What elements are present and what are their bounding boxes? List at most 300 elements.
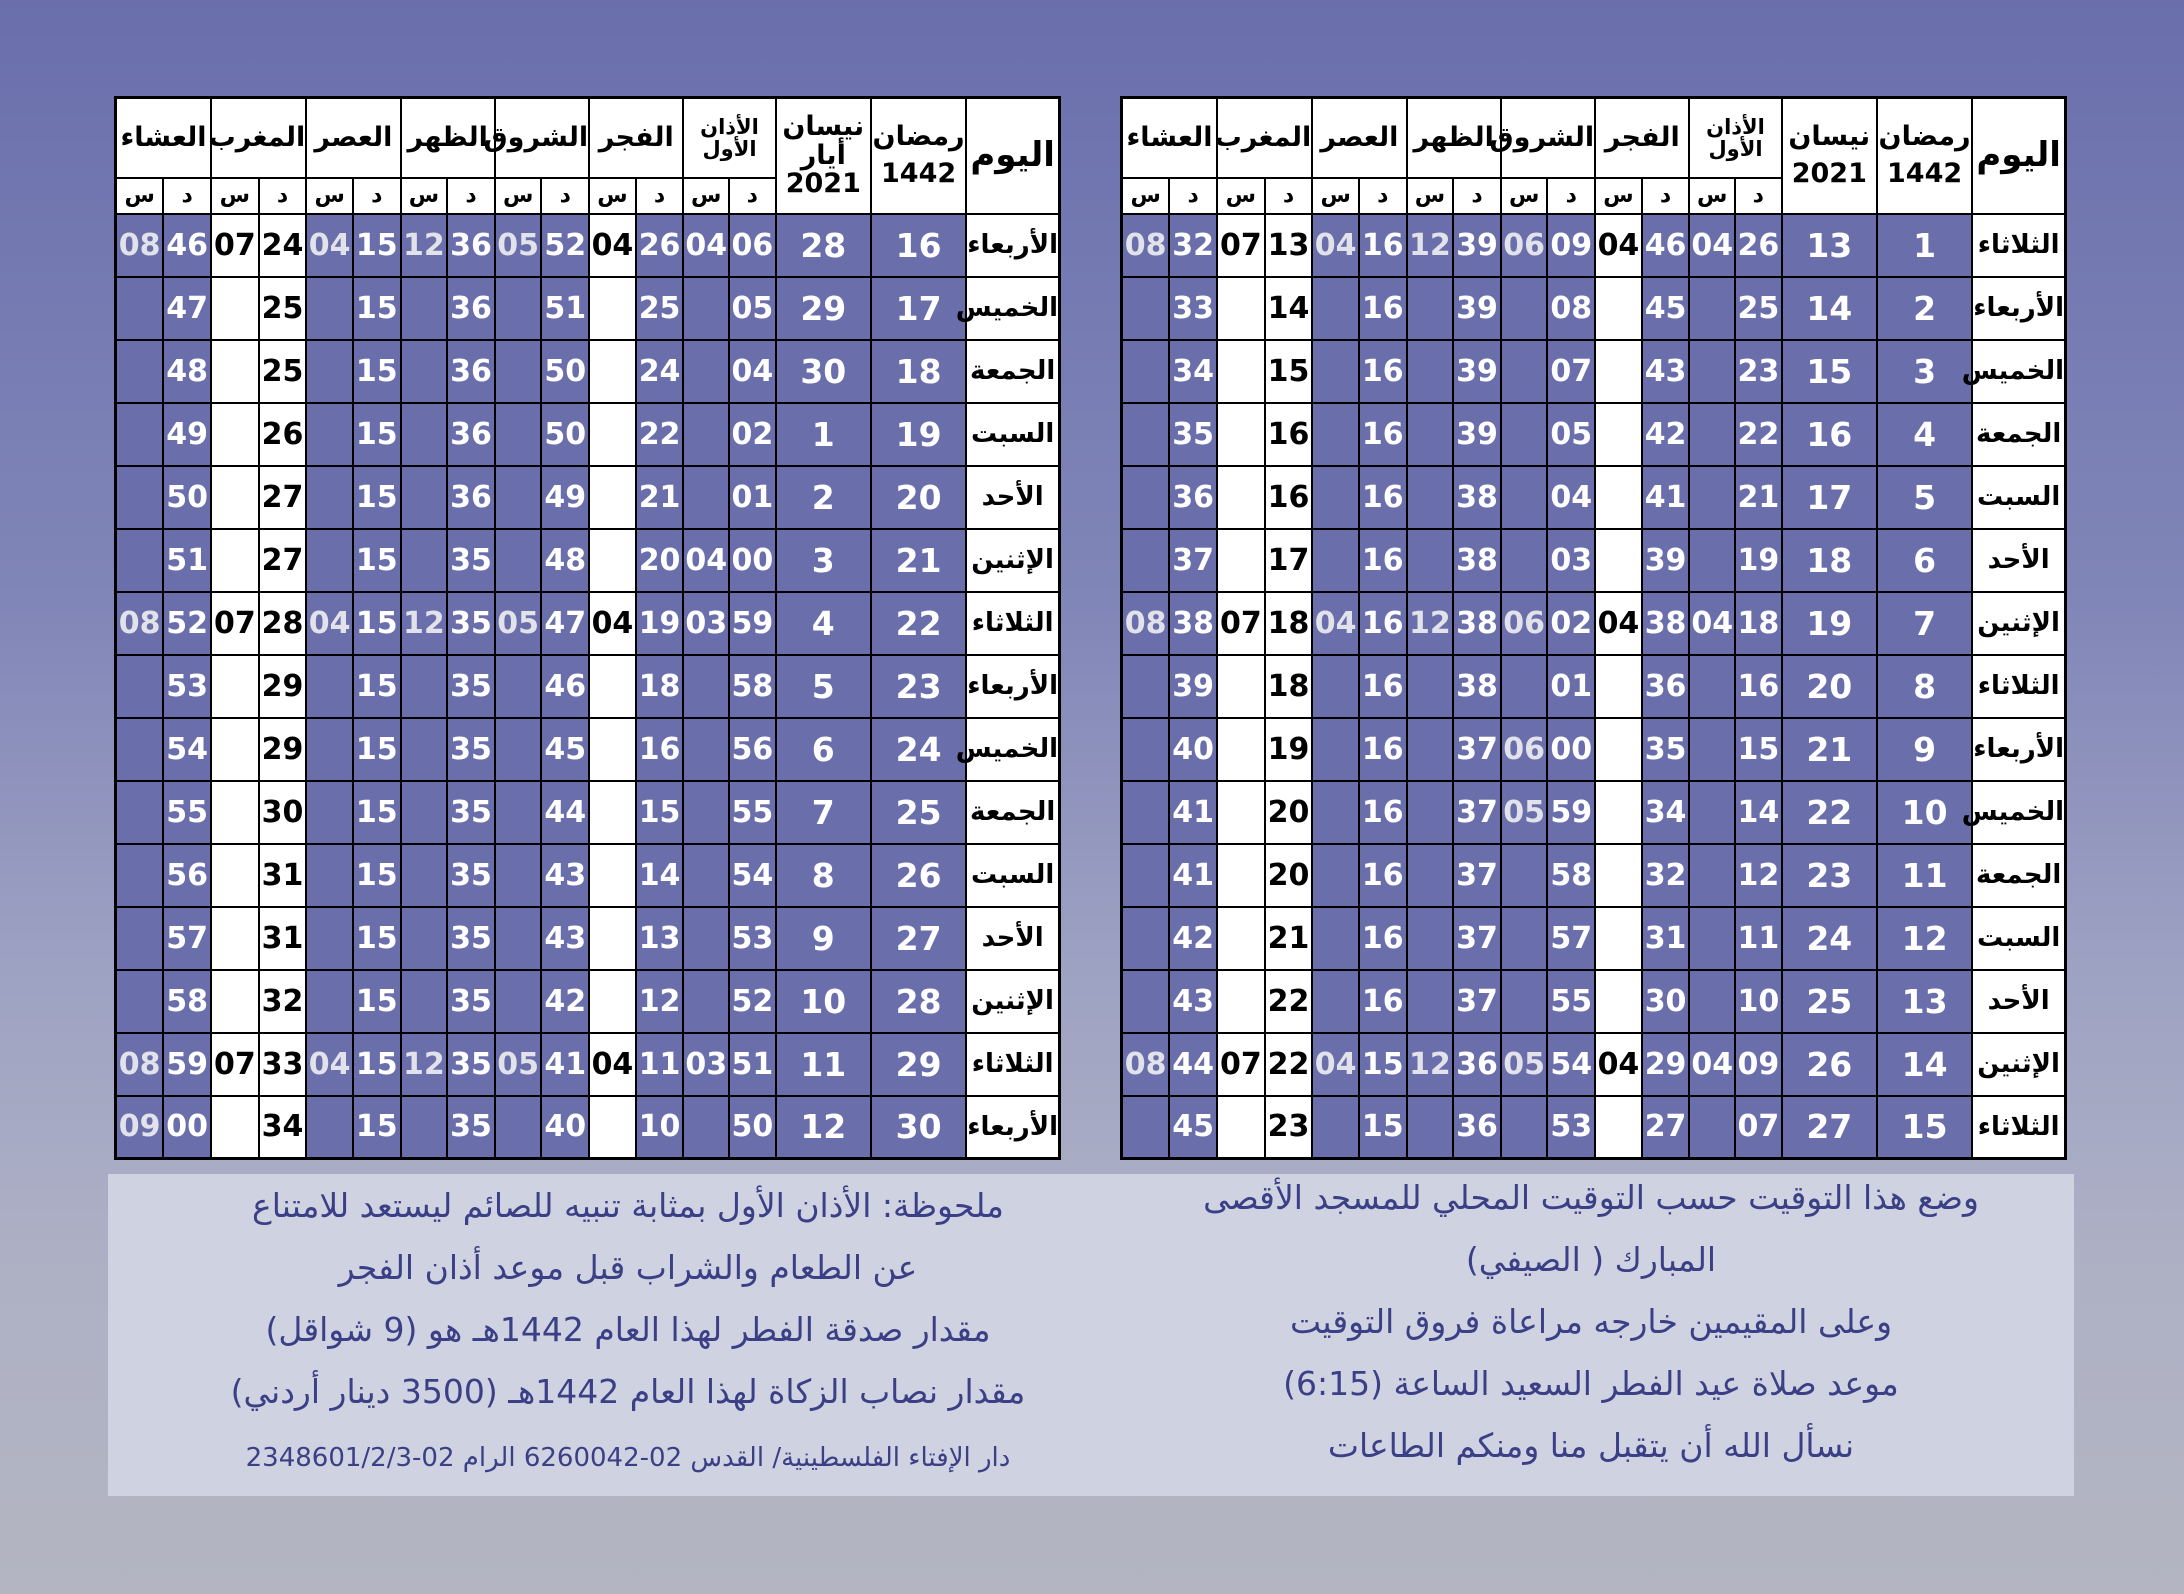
asr-minute: 15 <box>353 403 401 466</box>
fajr-hour <box>589 970 636 1033</box>
fajr-hour: 04 <box>1595 592 1642 655</box>
fajr-minute: 42 <box>1642 403 1690 466</box>
sunrise-minute: 04 <box>1547 466 1595 529</box>
asr-hour <box>1312 655 1359 718</box>
asr-hour <box>306 907 353 970</box>
dhuhr-minute: 36 <box>447 403 495 466</box>
dhuhr-minute: 35 <box>447 844 495 907</box>
table-row <box>116 1096 1060 1159</box>
isha-hour: 08 <box>116 592 164 655</box>
asr-hour <box>1312 907 1359 970</box>
dhuhr-minute: 35 <box>447 781 495 844</box>
isha-hour <box>1122 466 1170 529</box>
sunrise-minute: 49 <box>541 466 589 529</box>
day-name: الأربعاء <box>1972 718 2065 781</box>
asr-minute: 15 <box>353 1096 401 1159</box>
maghrib-hour <box>211 277 259 340</box>
fajr-minute: 18 <box>636 655 684 718</box>
first-adhan-minute: 09 <box>1735 1033 1782 1096</box>
maghrib-hour <box>211 1096 259 1159</box>
ramadan-day: 25 <box>871 781 966 844</box>
dhuhr-hour: 12 <box>1407 592 1454 655</box>
isha-minute: 41 <box>1169 844 1217 907</box>
table-row <box>1122 214 2066 277</box>
gregorian-date: 3 <box>776 529 871 592</box>
note-line: عن الطعام والشراب قبل موعد أذان الفجر <box>338 1248 918 1287</box>
fajr-header: الفجر <box>1595 98 1689 178</box>
isha-minute: 58 <box>163 970 211 1033</box>
day-name: الجمعة <box>966 781 1059 844</box>
ramadan-timetable-days-1-15 <box>1120 96 2067 1160</box>
sunrise-hour <box>495 403 542 466</box>
sunrise-minute: 45 <box>541 718 589 781</box>
maghrib-minute: 27 <box>259 529 307 592</box>
maghrib-hour <box>1217 403 1265 466</box>
note-line: مقدار صدقة الفطر لهذا العام 1442هـ هو (9 شواقل) <box>265 1310 991 1349</box>
sunrise-minute: 55 <box>1547 970 1595 1033</box>
isha-hour <box>1122 277 1170 340</box>
dhuhr-minute: 35 <box>447 655 495 718</box>
first-adhan-hour <box>1689 970 1735 1033</box>
isha-minute: 54 <box>163 718 211 781</box>
maghrib-minute: 31 <box>259 907 307 970</box>
gregorian-date: 29 <box>776 277 871 340</box>
first-adhan-hour <box>683 1096 729 1159</box>
isha-hour <box>116 907 164 970</box>
day-header: اليوم <box>1972 98 2065 214</box>
isha-minute: 32 <box>1169 214 1217 277</box>
dhuhr-hour <box>401 403 448 466</box>
gregorian-date: 18 <box>1782 529 1877 592</box>
dhuhr-hour <box>1407 277 1454 340</box>
asr-hour <box>1312 277 1359 340</box>
dhuhr-minute: 37 <box>1453 970 1501 1033</box>
hour-header: س <box>589 178 636 214</box>
fajr-minute: 24 <box>636 340 684 403</box>
first-adhan-hour <box>1689 340 1735 403</box>
maghrib-hour <box>211 907 259 970</box>
dhuhr-minute: 39 <box>1453 277 1501 340</box>
first-adhan-minute: 04 <box>729 340 776 403</box>
sunrise-minute: 00 <box>1547 718 1595 781</box>
sunrise-hour <box>1501 529 1548 592</box>
day-name: الثلاثاء <box>1972 655 2065 718</box>
asr-hour <box>1312 844 1359 907</box>
sunrise-minute: 43 <box>541 907 589 970</box>
dhuhr-hour <box>401 655 448 718</box>
first-adhan-minute: 12 <box>1735 844 1782 907</box>
fajr-hour <box>589 655 636 718</box>
isha-minute: 34 <box>1169 340 1217 403</box>
dhuhr-minute: 38 <box>1453 655 1501 718</box>
dhuhr-minute: 39 <box>1453 340 1501 403</box>
dhuhr-hour <box>401 970 448 1033</box>
asr-hour <box>306 529 353 592</box>
dhuhr-hour: 12 <box>1407 214 1454 277</box>
maghrib-minute: 16 <box>1265 403 1313 466</box>
isha-minute: 37 <box>1169 529 1217 592</box>
asr-hour <box>1312 781 1359 844</box>
fajr-header: الفجر <box>589 98 683 178</box>
sunrise-minute: 59 <box>1547 781 1595 844</box>
sunrise-minute: 54 <box>1547 1033 1595 1096</box>
sunrise-hour <box>495 844 542 907</box>
maghrib-header: المغرب <box>211 98 306 178</box>
isha-hour <box>1122 844 1170 907</box>
maghrib-hour: 07 <box>1217 592 1265 655</box>
first-adhan-minute: 11 <box>1735 907 1782 970</box>
isha-minute: 36 <box>1169 466 1217 529</box>
maghrib-hour <box>1217 844 1265 907</box>
table-row <box>1122 277 2066 340</box>
table-row <box>1122 655 2066 718</box>
isha-minute: 42 <box>1169 907 1217 970</box>
ramadan-header <box>1877 98 1972 214</box>
fajr-minute: 12 <box>636 970 684 1033</box>
first-adhan-minute: 22 <box>1735 403 1782 466</box>
maghrib-minute: 27 <box>259 466 307 529</box>
isha-minute: 35 <box>1169 403 1217 466</box>
maghrib-minute: 33 <box>259 1033 307 1096</box>
sunrise-minute: 07 <box>1547 340 1595 403</box>
ramadan-day: 28 <box>871 970 966 1033</box>
asr-minute: 16 <box>1359 277 1407 340</box>
isha-hour: 08 <box>116 214 164 277</box>
first-adhan-hour <box>683 970 729 1033</box>
fajr-minute: 21 <box>636 466 684 529</box>
asr-minute: 15 <box>353 781 401 844</box>
gregorian-date: 10 <box>776 970 871 1033</box>
sunrise-minute: 46 <box>541 655 589 718</box>
table-row <box>1122 844 2066 907</box>
dhuhr-hour <box>1407 844 1454 907</box>
maghrib-hour: 07 <box>211 1033 259 1096</box>
asr-minute: 16 <box>1359 655 1407 718</box>
ramadan-day: 12 <box>1877 907 1972 970</box>
hour-header: س <box>306 178 353 214</box>
asr-minute: 15 <box>353 907 401 970</box>
hour-header: س <box>1217 178 1265 214</box>
gregorian-month-header <box>776 98 871 214</box>
sunrise-minute: 02 <box>1547 592 1595 655</box>
gregorian-date: 9 <box>776 907 871 970</box>
fajr-hour <box>589 907 636 970</box>
table-row <box>1122 1096 2066 1159</box>
asr-minute: 16 <box>1359 340 1407 403</box>
maghrib-minute: 30 <box>259 781 307 844</box>
sunrise-minute: 57 <box>1547 907 1595 970</box>
fajr-hour <box>1595 844 1642 907</box>
isha-minute: 49 <box>163 403 211 466</box>
dhuhr-hour <box>401 907 448 970</box>
sunrise-hour <box>495 529 542 592</box>
first-adhan-minute: 10 <box>1735 970 1782 1033</box>
asr-minute: 16 <box>1359 466 1407 529</box>
gregorian-date: 4 <box>776 592 871 655</box>
sunrise-minute: 48 <box>541 529 589 592</box>
isha-minute: 51 <box>163 529 211 592</box>
dhuhr-minute: 36 <box>447 340 495 403</box>
day-name: الثلاثاء <box>966 1033 1059 1096</box>
asr-hour <box>306 340 353 403</box>
ramadan-day: 27 <box>871 907 966 970</box>
maghrib-hour <box>1217 781 1265 844</box>
maghrib-minute: 29 <box>259 718 307 781</box>
ramadan-day: 8 <box>1877 655 1972 718</box>
day-name: الثلاثاء <box>1972 214 2065 277</box>
first-adhan-hour: 04 <box>1689 592 1735 655</box>
asr-minute: 16 <box>1359 844 1407 907</box>
isha-hour <box>1122 718 1170 781</box>
first-adhan-minute: 15 <box>1735 718 1782 781</box>
sunrise-minute: 58 <box>1547 844 1595 907</box>
dhuhr-minute: 39 <box>1453 214 1501 277</box>
first-adhan-minute: 01 <box>729 466 776 529</box>
table-row <box>116 970 1060 1033</box>
first-adhan-minute: 18 <box>1735 592 1782 655</box>
ramadan-day: 7 <box>1877 592 1972 655</box>
first-adhan-hour <box>683 781 729 844</box>
fajr-minute: 19 <box>636 592 684 655</box>
asr-minute: 16 <box>1359 718 1407 781</box>
asr-hour <box>1312 466 1359 529</box>
asr-minute: 15 <box>353 655 401 718</box>
ramadan-day: 15 <box>1877 1096 1972 1159</box>
first-adhan-minute: 59 <box>729 592 776 655</box>
asr-minute: 15 <box>353 529 401 592</box>
ramadan-day: 1 <box>1877 214 1972 277</box>
maghrib-minute: 15 <box>1265 340 1313 403</box>
isha-header: العشاء <box>116 98 212 178</box>
maghrib-minute: 25 <box>259 340 307 403</box>
first-adhan-hour: 04 <box>1689 1033 1735 1096</box>
dhuhr-hour <box>1407 970 1454 1033</box>
maghrib-hour <box>211 781 259 844</box>
isha-minute: 52 <box>163 592 211 655</box>
hour-header: س <box>1407 178 1454 214</box>
day-name: الإثنين <box>1972 1033 2065 1096</box>
isha-hour <box>1122 403 1170 466</box>
fajr-hour: 04 <box>589 1033 636 1096</box>
dhuhr-minute: 35 <box>447 529 495 592</box>
ramadan-day: 5 <box>1877 466 1972 529</box>
table-row <box>1122 781 2066 844</box>
first-adhan-minute: 51 <box>729 1033 776 1096</box>
table-row <box>116 592 1060 655</box>
asr-hour <box>1312 970 1359 1033</box>
first-adhan-header: الأذان الأول <box>1689 98 1781 178</box>
dhuhr-hour <box>1407 529 1454 592</box>
fajr-minute: 34 <box>1642 781 1690 844</box>
maghrib-minute: 20 <box>1265 844 1313 907</box>
table-row <box>116 1033 1060 1096</box>
isha-hour <box>116 340 164 403</box>
first-adhan-minute: 58 <box>729 655 776 718</box>
month-year: 2021 <box>785 167 861 199</box>
ramadan-header <box>871 98 966 214</box>
sunrise-hour: 05 <box>1501 781 1548 844</box>
contact-line: دار الإفتاء الفلسطينية/ القدس 02-6260042 الرام 02-2348601/2/3 <box>245 1443 1011 1473</box>
table-row <box>116 340 1060 403</box>
isha-hour <box>1122 655 1170 718</box>
ramadan-day: 19 <box>871 403 966 466</box>
sunrise-minute: 40 <box>541 1096 589 1159</box>
fajr-minute: 20 <box>636 529 684 592</box>
first-adhan-minute: 54 <box>729 844 776 907</box>
isha-minute: 48 <box>163 340 211 403</box>
sunrise-hour: 06 <box>1501 592 1548 655</box>
asr-hour <box>1312 403 1359 466</box>
isha-hour: 09 <box>116 1096 164 1159</box>
asr-hour <box>306 466 353 529</box>
table-row <box>116 844 1060 907</box>
gregorian-date: 14 <box>1782 277 1877 340</box>
maghrib-hour <box>1217 1096 1265 1159</box>
dhuhr-minute: 38 <box>1453 592 1501 655</box>
minute-header: د <box>636 178 684 214</box>
maghrib-hour <box>1217 970 1265 1033</box>
fajr-minute: 11 <box>636 1033 684 1096</box>
gregorian-date: 20 <box>1782 655 1877 718</box>
first-adhan-minute: 23 <box>1735 340 1782 403</box>
ramadan-day: 20 <box>871 466 966 529</box>
asr-hour <box>306 1096 353 1159</box>
dhuhr-header: الظهر <box>401 98 495 178</box>
asr-minute: 15 <box>353 214 401 277</box>
ramadan-year: 1442 <box>1887 157 1963 189</box>
asr-hour <box>306 718 353 781</box>
day-name: الأحد <box>1972 529 2065 592</box>
fajr-hour: 04 <box>589 214 636 277</box>
day-name: الجمعة <box>1972 844 2065 907</box>
fajr-hour <box>1595 655 1642 718</box>
first-adhan-minute: 19 <box>1735 529 1782 592</box>
day-name: الخميس <box>966 718 1059 781</box>
gregorian-date: 25 <box>1782 970 1877 1033</box>
maghrib-hour <box>1217 529 1265 592</box>
gregorian-date: 12 <box>776 1096 871 1159</box>
gregorian-date: 11 <box>776 1033 871 1096</box>
day-name: الخميس <box>966 277 1059 340</box>
fajr-minute: 30 <box>1642 970 1690 1033</box>
asr-hour <box>306 781 353 844</box>
isha-minute: 38 <box>1169 592 1217 655</box>
fajr-minute: 25 <box>636 277 684 340</box>
isha-minute: 39 <box>1169 655 1217 718</box>
ramadan-timetable-days-16-30 <box>114 96 1061 1160</box>
dhuhr-minute: 36 <box>447 277 495 340</box>
note-line: وضع هذا التوقيت حسب التوقيت المحلي للمسجد الأقصى <box>1203 1178 1979 1217</box>
maghrib-minute: 32 <box>259 970 307 1033</box>
dhuhr-hour <box>1407 466 1454 529</box>
maghrib-hour: 07 <box>1217 214 1265 277</box>
fajr-hour <box>589 529 636 592</box>
asr-minute: 15 <box>353 970 401 1033</box>
table-row <box>1122 340 2066 403</box>
first-adhan-hour <box>683 655 729 718</box>
fajr-hour <box>589 844 636 907</box>
table-row <box>116 655 1060 718</box>
maghrib-hour: 07 <box>211 214 259 277</box>
sunrise-minute: 03 <box>1547 529 1595 592</box>
asr-hour <box>306 277 353 340</box>
first-adhan-minute: 26 <box>1735 214 1782 277</box>
sunrise-minute: 50 <box>541 340 589 403</box>
sunrise-minute: 43 <box>541 844 589 907</box>
table-row <box>1122 466 2066 529</box>
table-row <box>1122 592 2066 655</box>
table-row <box>116 781 1060 844</box>
isha-minute: 00 <box>163 1096 211 1159</box>
isha-minute: 46 <box>163 214 211 277</box>
dhuhr-hour <box>401 844 448 907</box>
first-adhan-minute: 05 <box>729 277 776 340</box>
isha-hour <box>1122 340 1170 403</box>
asr-minute: 15 <box>1359 1096 1407 1159</box>
gregorian-date: 15 <box>1782 340 1877 403</box>
dhuhr-hour <box>1407 781 1454 844</box>
sunrise-hour <box>1501 655 1548 718</box>
table-row <box>116 277 1060 340</box>
timing-notes <box>1126 1174 2056 1496</box>
fajr-minute: 16 <box>636 718 684 781</box>
day-name: السبت <box>1972 907 2065 970</box>
ramadan-day: 17 <box>871 277 966 340</box>
asr-minute: 15 <box>353 340 401 403</box>
first-adhan-minute: 06 <box>729 214 776 277</box>
sunrise-minute: 08 <box>1547 277 1595 340</box>
first-adhan-minute: 53 <box>729 907 776 970</box>
minute-header: د <box>1359 178 1407 214</box>
asr-minute: 16 <box>1359 214 1407 277</box>
sunrise-hour <box>1501 277 1548 340</box>
ramadan-day: 10 <box>1877 781 1972 844</box>
gregorian-date: 24 <box>1782 907 1877 970</box>
sunrise-hour: 05 <box>495 214 542 277</box>
maghrib-minute: 22 <box>1265 970 1313 1033</box>
isha-minute: 53 <box>163 655 211 718</box>
sunrise-minute: 09 <box>1547 214 1595 277</box>
dhuhr-header: الظهر <box>1407 98 1501 178</box>
asr-hour <box>1312 340 1359 403</box>
maghrib-hour <box>211 844 259 907</box>
first-adhan-hour <box>1689 655 1735 718</box>
fajr-hour <box>1595 970 1642 1033</box>
fajr-minute: 31 <box>1642 907 1690 970</box>
day-name: السبت <box>966 844 1059 907</box>
sunrise-minute: 05 <box>1547 403 1595 466</box>
maghrib-hour <box>211 970 259 1033</box>
first-adhan-hour <box>683 844 729 907</box>
isha-hour <box>116 403 164 466</box>
sunrise-hour <box>495 340 542 403</box>
first-adhan-hour <box>1689 907 1735 970</box>
isha-minute: 55 <box>163 781 211 844</box>
fajr-minute: 26 <box>636 214 684 277</box>
day-name: الأربعاء <box>966 1096 1059 1159</box>
day-header: اليوم <box>966 98 1059 214</box>
isha-hour <box>116 277 164 340</box>
first-adhan-hour <box>683 907 729 970</box>
ramadan-label: رمضان <box>1878 121 1971 153</box>
maghrib-minute: 19 <box>1265 718 1313 781</box>
dhuhr-hour <box>401 1096 448 1159</box>
gregorian-date: 30 <box>776 340 871 403</box>
dhuhr-hour <box>1407 907 1454 970</box>
isha-hour <box>1122 781 1170 844</box>
sunrise-minute: 51 <box>541 277 589 340</box>
first-adhan-hour <box>1689 844 1735 907</box>
